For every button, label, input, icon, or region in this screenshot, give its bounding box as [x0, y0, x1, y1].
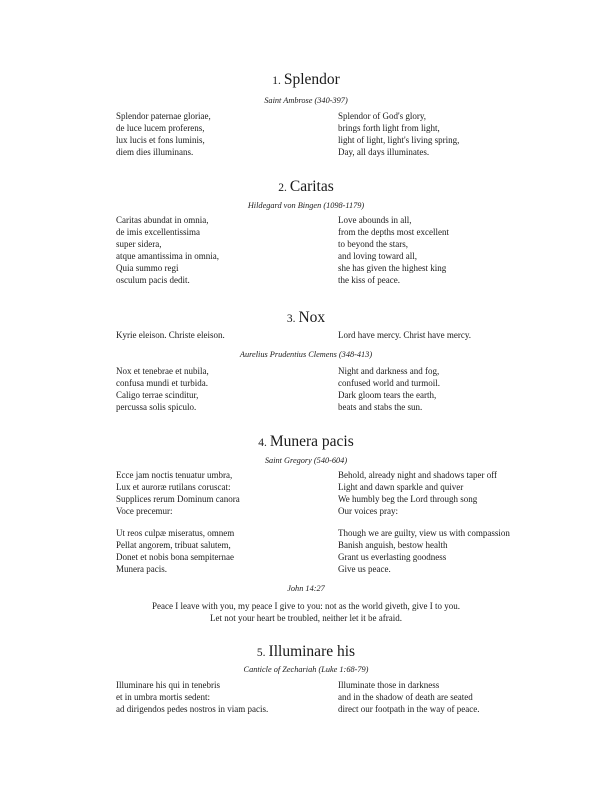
latin-line: de imis excellentissima — [116, 226, 200, 237]
latin-text — [116, 680, 268, 716]
section-number: 3. — [286, 313, 296, 325]
english-line: to beyond the stars, — [338, 238, 408, 249]
english-text-2 — [338, 528, 510, 576]
english-line: confused world and turmoil. — [338, 377, 440, 388]
english-line: Behold, already night and shadows taper off — [338, 470, 498, 480]
english-text — [338, 111, 459, 159]
latin-text — [116, 366, 209, 414]
latin-line: osculum pacis dedit. — [116, 274, 190, 285]
english-line: and loving toward all, — [338, 250, 417, 261]
latin-line: Caritas abundat in omnia, — [116, 215, 209, 225]
english-line: from the depths most excellent — [338, 226, 449, 237]
latin-line: Quia summo regi — [116, 262, 179, 273]
latin-line: Illuminare his qui in tenebris — [116, 680, 220, 690]
latin-line: Pellat angorem, tribuat salutem, — [116, 539, 231, 550]
latin-line: Splendor paternae gloriae, — [116, 111, 211, 121]
section-author: Saint Ambrose (340-397) — [264, 96, 348, 105]
section-name: Illuminare his — [268, 643, 356, 660]
english-text — [338, 215, 449, 286]
latin-line: confusa mundi et turbida. — [116, 377, 208, 388]
english-line: Dark gloom tears the earth, — [338, 389, 437, 400]
english-line: the kiss of peace. — [338, 274, 400, 285]
latin-line: lux lucis et fons luminis, — [116, 134, 205, 145]
scripture-line: Peace I leave with you, my peace I give to you: not as the world giveth, give I to you. — [152, 601, 460, 611]
section-title — [0, 309, 612, 328]
scripture-line: Let not your heart be troubled, neither let it be afraid. — [210, 613, 402, 623]
english-line: Light and dawn sparkle and quiver — [338, 481, 464, 492]
latin-line: Lux et auroræ rutilans coruscat: — [116, 481, 231, 492]
section-author: Saint Gregory (540-604) — [264, 456, 348, 465]
latin-line: et in umbra mortis sedent: — [116, 691, 210, 702]
section-title — [0, 433, 612, 452]
english-line: Night and darkness and fog, — [338, 366, 440, 376]
english-line: Lord have mercy. Christ have mercy. — [338, 330, 472, 340]
scripture-reference: John 14:27 — [287, 584, 325, 593]
latin-line: Munera pacis. — [116, 563, 167, 574]
latin-line: Donet et nobis bona sempiternae — [116, 551, 234, 562]
section-title — [0, 643, 612, 662]
section-title — [0, 71, 612, 90]
english-line: brings forth light from light, — [338, 122, 440, 133]
english-text — [338, 366, 440, 414]
latin-line: Nox et tenebrae et nubila, — [116, 366, 209, 376]
latin-line: Ut reos culpæ miseratus, omnem — [116, 528, 235, 538]
section-name: Caritas — [289, 178, 334, 195]
scripture-text — [0, 600, 612, 624]
latin-line: Ecce jam noctis tenuatur umbra, — [116, 470, 233, 480]
section-author: Aurelius Prudentius Clemens (348-413) — [239, 350, 373, 359]
latin-text — [116, 215, 219, 286]
section-name: Munera pacis — [269, 433, 354, 450]
english-line: Love abounds in all, — [338, 215, 412, 225]
english-line: direct our footpath in the way of peace. — [338, 703, 480, 714]
latin-line: de luce lucem proferens, — [116, 122, 205, 133]
latin-text-2 — [116, 528, 234, 576]
kyrie-latin — [116, 330, 225, 342]
english-line: Illuminate those in darkness — [338, 680, 440, 690]
english-line: Give us peace. — [338, 563, 391, 574]
latin-line: ad dirigendos pedes nostros in viam pacis. — [116, 703, 269, 714]
section-number: 5. — [256, 647, 266, 659]
section-name: Splendor — [283, 71, 340, 88]
english-line: Banish anguish, bestow health — [338, 539, 448, 550]
kyrie-english — [338, 330, 471, 342]
english-line: Splendor of God's glory, — [338, 111, 427, 121]
section-number: 4. — [258, 437, 267, 449]
english-line: Day, all days illuminates. — [338, 146, 430, 157]
section-number: 2. — [278, 182, 287, 194]
latin-line: super sidera, — [116, 238, 162, 249]
english-line: Grant us everlasting goodness — [338, 551, 447, 562]
latin-line: Caligo terrae scinditur, — [116, 389, 199, 400]
english-line: she has given the highest king — [338, 262, 447, 273]
latin-line: Voce precemur: — [116, 505, 173, 516]
english-line: light of light, light's living spring, — [338, 134, 460, 145]
section-number: 1. — [272, 75, 281, 87]
english-line: beats and stabs the sun. — [338, 401, 423, 412]
latin-line: diem dies illuminans. — [116, 146, 194, 157]
latin-text — [116, 111, 211, 159]
latin-line: Kyrie eleison. Christe eleison. — [116, 330, 225, 340]
english-line: Though we are guilty, view us with compassion — [338, 528, 510, 538]
english-text — [338, 470, 497, 518]
latin-text — [116, 470, 240, 518]
section-author: Hildegard von Bingen (1098-1179) — [247, 201, 365, 210]
section-name: Nox — [298, 309, 326, 326]
latin-line: Supplices rerum Dominum canora — [116, 493, 240, 504]
english-line: We humbly beg the Lord through song — [338, 493, 478, 504]
english-line: and in the shadow of death are seated — [338, 691, 473, 702]
section-title — [0, 178, 612, 197]
english-text — [338, 680, 479, 716]
english-line: Our voices pray: — [338, 505, 398, 516]
latin-line: percussa solis spiculo. — [116, 401, 197, 412]
section-author: Canticle of Zechariah (Luke 1:68-79) — [243, 665, 369, 674]
latin-line: atque amantissima in omnia, — [116, 250, 219, 261]
